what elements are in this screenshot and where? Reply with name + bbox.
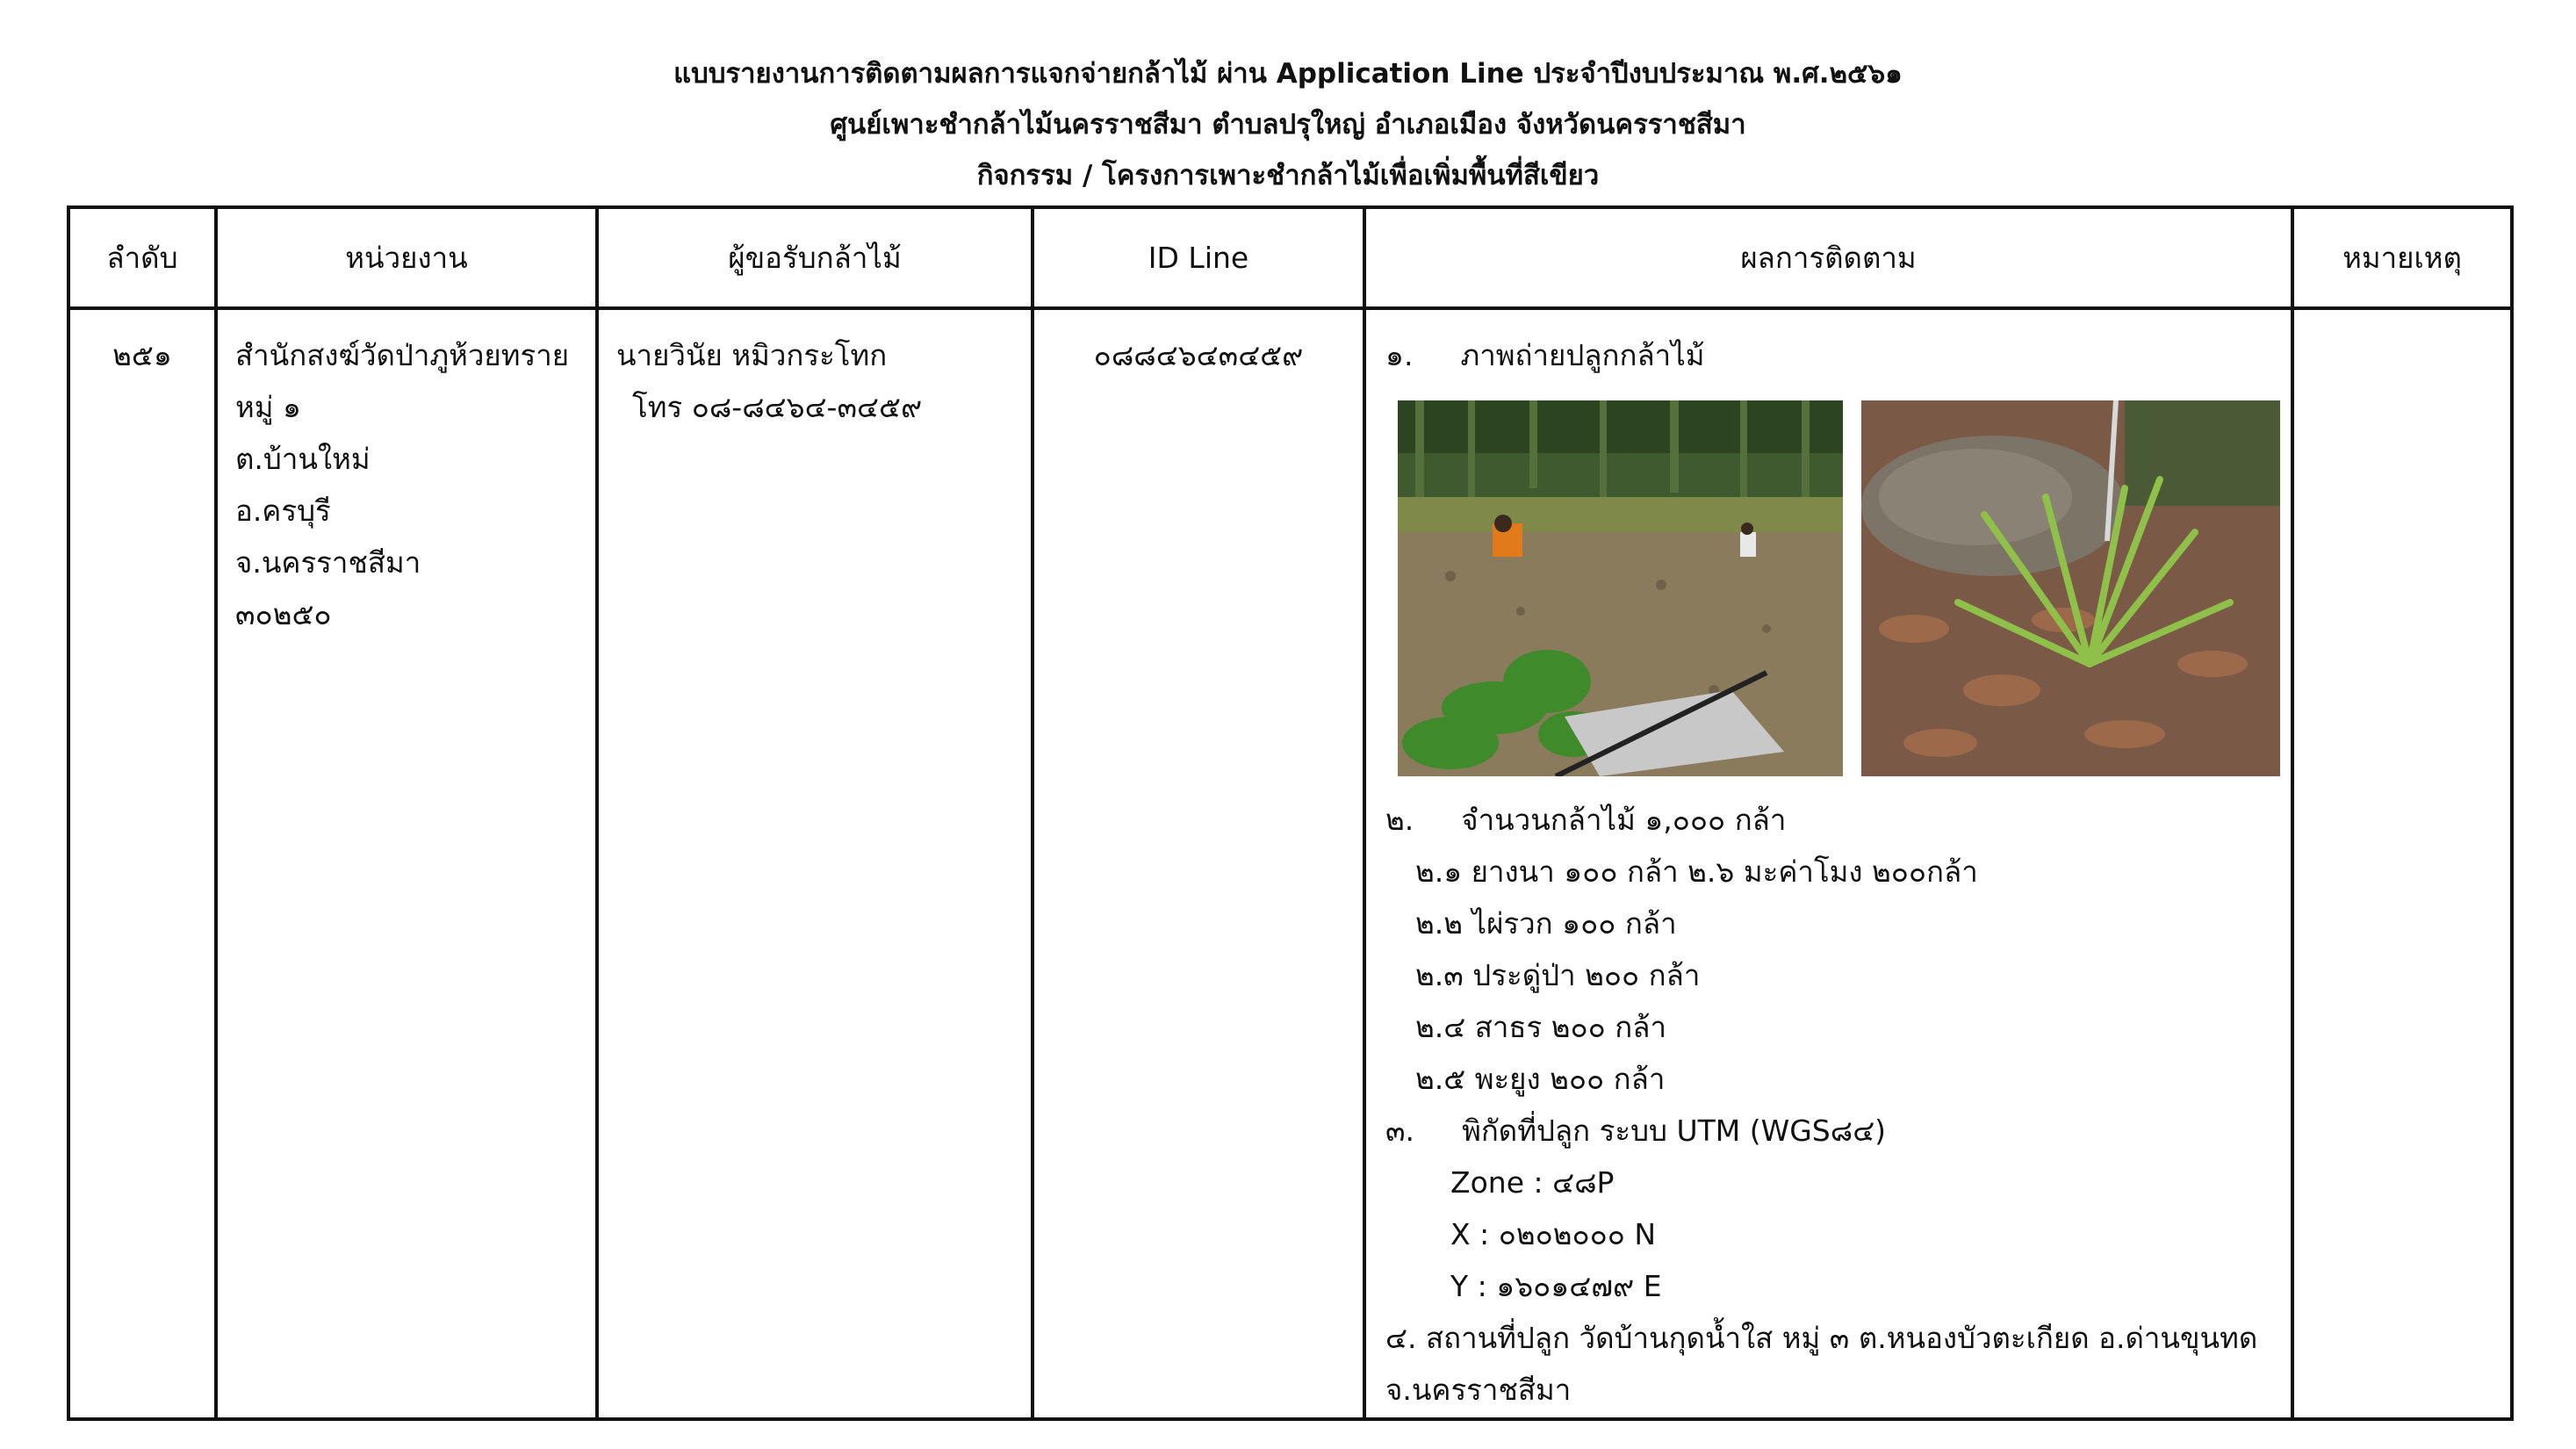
sapling-item-2-2: ๒.๒ ไผ่รวก ๑๐๐ กล้า xyxy=(1415,906,1677,941)
col-header-result: ผลการติดตาม xyxy=(1364,207,2292,308)
sapling-item-2-3: ๒.๓ ประดู่ป่า ๒๐๐ กล้า xyxy=(1415,958,1701,992)
sapling-item-2-1: ๒.๑ ยางนา ๑๐๐ กล้า ๒.๖ มะค่าโมง ๒๐๐กล้า xyxy=(1415,854,1978,889)
result-item-3-text: พิกัดที่ปลูก ระบบ UTM (WGS๘๔) xyxy=(1462,1114,1887,1148)
recipient-phone: โทร ๐๘-๘๔๖๔-๓๔๕๙ xyxy=(632,390,923,424)
col-header-agency: หน่วยงาน xyxy=(216,207,597,308)
report-table xyxy=(67,205,2514,1421)
cell-result xyxy=(1364,308,2292,1419)
utm-x: X : ๐๒๐๒๐๐๐ N xyxy=(1450,1217,1657,1251)
row-number: ๒๕๑ xyxy=(112,338,172,372)
planting-photo-1 xyxy=(1398,400,1843,776)
cell-number xyxy=(68,308,216,1419)
result-item-2-text: จำนวนกล้าไม้ ๑,๐๐๐ กล้า xyxy=(1461,803,1787,837)
result-item-1-text: ภาพถ่ายปลูกกล้าไม้ xyxy=(1460,338,1705,372)
cell-remark xyxy=(2292,308,2512,1419)
planting-photo-2 xyxy=(1861,400,2280,776)
col-header-id-line: ID Line xyxy=(1033,207,1364,308)
result-item-4-location: ๔. สถานที่ปลูก วัดบ้านกุดน้ำใส หมู่ ๓ ต.หนองบัวตะเกียด อ.ด่านขุนทด xyxy=(1385,1321,2258,1355)
id-line-value: ๐๘๘๔๖๔๓๔๕๙ xyxy=(1093,338,1304,372)
result-item-1 xyxy=(1385,329,2282,381)
result-item-1-number: ๑. xyxy=(1385,338,1414,372)
report-subtitle-center: ศูนย์เพาะชำกล้าไม้นครราชสีมา ตำบลปรุใหญ่ อำเภอเมือง จังหวัดนครราชสีมา xyxy=(830,109,1746,141)
agency-district: อ.ครบุรี xyxy=(235,494,331,528)
agency-subdistrict: ต.บ้านใหม่ xyxy=(235,442,371,476)
agency-moo: หมู่ ๑ xyxy=(235,390,301,424)
table-header-row xyxy=(68,207,2512,308)
result-item-3 xyxy=(1385,1105,2282,1157)
cell-agency xyxy=(216,308,597,1419)
result-item-2-number: ๒. xyxy=(1385,803,1414,837)
cell-recipient xyxy=(597,308,1033,1419)
report-subtitle-activity: กิจกรรม / โครงการเพาะชำกล้าไม้เพื่อเพิ่มพื้นที่สีเขียว xyxy=(976,160,1600,191)
table-row xyxy=(68,308,2512,1419)
agency-postcode: ๓๐๒๕๐ xyxy=(235,597,332,631)
agency-province: จ.นครราชสีมา xyxy=(235,545,421,580)
planting-photos xyxy=(1385,381,2282,794)
result-item-2 xyxy=(1385,794,2282,846)
utm-y: Y : ๑๖๐๑๔๗๙ E xyxy=(1450,1269,1662,1303)
col-header-remark: หมายเหตุ xyxy=(2292,207,2512,308)
sapling-item-2-5: ๒.๕ พะยูง ๒๐๐ กล้า xyxy=(1415,1062,1666,1096)
agency-name: สำนักสงฆ์วัดป่าภูห้วยทราย xyxy=(235,338,570,372)
remark-value xyxy=(2294,329,2510,381)
recipient-name: นายวินัย หมิวกระโทก xyxy=(616,338,888,372)
result-item-4-province: จ.นครราชสีมา xyxy=(1385,1373,1572,1407)
cell-id-line xyxy=(1033,308,1364,1419)
sapling-item-2-4: ๒.๔ สาธร ๒๐๐ กล้า xyxy=(1415,1010,1666,1044)
col-header-recipient: ผู้ขอรับกล้าไม้ xyxy=(597,207,1033,308)
col-header-number: ลำดับ xyxy=(68,207,216,308)
result-item-3-number: ๓. xyxy=(1385,1114,1415,1148)
report-title: แบบรายงานการติดตามผลการแจกจ่ายกล้าไม้ ผ่าน Application Line ประจำปีงบประมาณ พ.ศ.๒๕๖๑ xyxy=(673,58,1903,90)
utm-zone: Zone : ๔๘P xyxy=(1450,1165,1615,1200)
